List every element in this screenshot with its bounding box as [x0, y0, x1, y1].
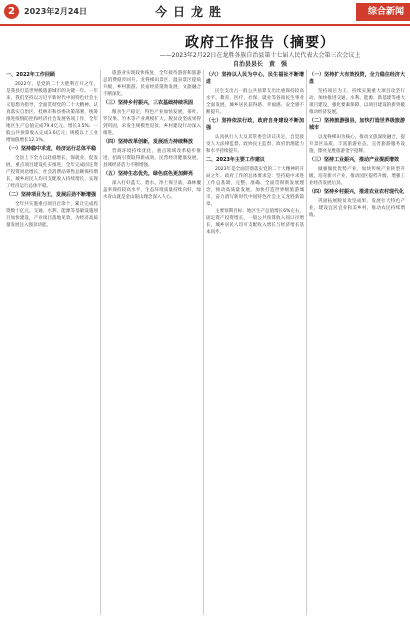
- section-heading: （四）坚持乡村振兴，推进农业农村现代化: [309, 189, 405, 195]
- article-column-1: [6, 70, 98, 615]
- paragraph: 2023年是全面贯彻落实党的二十大精神的开局之年。政府工作的总体要求是：坚持稳中求进工作总基调，完整、准确、全面贯彻新发展理念，推动高质量发展，加快打造世界级旅游城市，奋力谱写新时代中国特色社会主义龙胜新篇章。: [206, 167, 304, 207]
- paragraph: 全县上下全力以赴稳增长、保就业、促发展，重点项目建设扎实推进，全年完成固定资产投资同比增长，社会消费品零售总额保持增长，城乡居民人均可支配收入持续增长，实现了经济运行总体平稳。: [6, 156, 98, 189]
- section-heading: （一）坚持扩大有效投资，全力稳住经济大盘: [309, 72, 405, 85]
- paragraph: 2022年，是党的二十大胜利召开之年，是我县打造世界级旅游城市的关键一年。一年来，我们坚持以习近平新时代中国特色社会主义思想为指导，全面贯彻党的二十大精神，认真落实自治区、桂林市和县委决策部署，统筹推进疫情防控和经济社会发展各项工作，全年地区生产总值完成79.4亿元，增长3.5%；一般公共预算收入完成3.6亿元；规模以上工业增加值增长12.1%。: [6, 82, 98, 143]
- paragraph: 旅游业实现较快恢复，全年接待游客和旅游总消费稳步回升。龙脊梯田景区、温泉景区提质升级，乡村旅游、民宿经济蓬勃发展，文旅融合不断深化。: [103, 71, 201, 97]
- article-column-2: [103, 70, 201, 615]
- column-divider: [306, 70, 307, 615]
- paragraph: 营商环境持续优化，重点领域改革稳步推进，招商引资取得新成效，民营经济健康发展，县域经济活力不断增强。: [103, 149, 201, 168]
- section-heading: （五）坚持生态优先，绿色底色更加鲜亮: [103, 171, 194, 177]
- paragraph: 巩固拓展脱贫攻坚成果，发展壮大特色产业，建设宜居宜业和美乡村，推动农民持续增收。: [309, 199, 405, 218]
- paragraph: 认真执行人大及其常委会决议决定，自觉接受人大法律监督、政协民主监督，政府治理能力和水平持续提升。: [206, 135, 304, 154]
- section-heading: 二、2023年主要工作建议: [206, 157, 265, 163]
- section-heading: （一）坚持稳中求进，经济运行总体平稳: [6, 146, 97, 152]
- article-subtitle: ——2023年2月22日在龙胜各族自治县第十七届人民代表大会第三次会议上: [159, 52, 361, 59]
- issue-date: 2023年2月24日: [24, 7, 87, 16]
- article-column-4: [309, 70, 405, 615]
- section-heading: （三）坚持工业振兴，推动产业提质增效: [309, 157, 400, 163]
- newspaper-masthead: 今日龙胜: [155, 5, 228, 19]
- article-title: 政府工作报告（摘要）: [185, 35, 335, 51]
- paragraph: 坚持项目为王，持续实施重大项目攻坚行动，加快推进交通、水利、能源、新基建等重大项目建设，强化要素保障，以项目建设的新突破推动经济发展。: [309, 89, 405, 115]
- article-author: 自治县县长 黄 强: [232, 61, 287, 68]
- section-heading: （六）坚持以人民为中心，民生福祉不断增进: [206, 72, 304, 85]
- paragraph: 主要预期目标：地区生产总值增长6%左右，固定资产投资增长，一般公共预算收入同口径增长，城乡居民人均可支配收入增长与经济增长基本同步。: [206, 209, 304, 235]
- paragraph: 以龙脊梯田为核心，推动文旅深度融合，提升景区品质，丰富旅游业态，完善旅游服务设施，擦亮龙胜旅游金字招牌。: [309, 135, 405, 154]
- column-divider: [100, 70, 101, 615]
- column-divider: [203, 70, 204, 615]
- paragraph: 粮食生产稳定，特色产业加快发展，茶叶、罗汉果、竹木等产业规模扩大。脱贫攻坚成果得到巩固，未发生规模性返贫，乡村建设行动深入推进。: [103, 110, 201, 136]
- section-heading: （七）坚持依法行政，政府自身建设不断加强: [206, 118, 304, 131]
- paragraph: 全年共实施重点项目百余个，累计完成投资数十亿元。交通、水利、能源等基础设施项目加快建设，产业项目落地见效，为经济高质量发展注入强劲动能。: [6, 202, 98, 228]
- page-header: [0, 0, 410, 26]
- section-heading: （二）坚持项目为王，发展后劲不断增强: [6, 192, 97, 198]
- section-label: 综合新闻: [356, 3, 410, 21]
- section-heading: （二）坚持旅游强县，加快打造世界级旅游城市: [309, 118, 405, 131]
- article-column-3: [206, 70, 304, 615]
- page-number: 2: [4, 4, 19, 19]
- paragraph: 深入打好蓝天、碧水、净土保卫战，森林覆盖率保持较高水平，生态环境质量持续向好，绿水青山就是金山银山理念深入人心。: [103, 181, 201, 200]
- paragraph: 做强做优优势产业，加快传统产业转型升级，培育新兴产业，推动园区提档升级，增强工业经济发展后劲。: [309, 167, 405, 186]
- section-heading: （三）坚持乡村振兴，三农基础持续巩固: [103, 100, 194, 106]
- paragraph: 民生支出占一般公共预算支出比重保持较高水平。教育、医疗、社保、就业等各项民生事业全面发展，城乡居民获得感、幸福感、安全感不断提升。: [206, 89, 304, 115]
- section-heading: 一、2022年工作回顾: [6, 72, 55, 78]
- section-heading: （四）坚持改革创新，发展活力持续释放: [103, 139, 194, 145]
